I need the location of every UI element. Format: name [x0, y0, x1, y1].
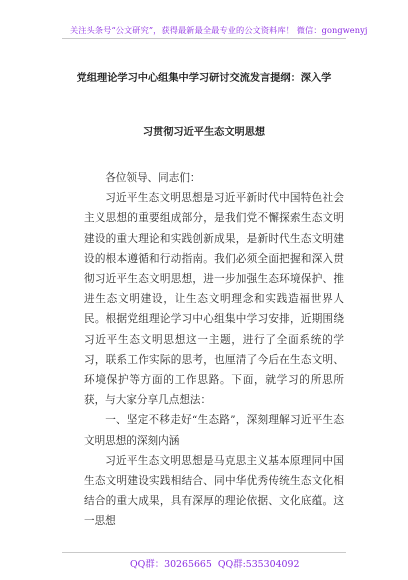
page-header [0, 0, 408, 40]
document-title-line-1: 党组理论学习中心组集中学习研讨交流发言提纲：深入学 [76, 73, 332, 84]
header-divider [62, 38, 346, 39]
footer-qq-group-1: QQ群：30265665 [130, 559, 212, 570]
body-paragraph: 习近平生态文明思想是马克思主义基本原理同中国生态文明建设实践相结合、同中华优秀传统生态文化相结合的重大成果，具有深厚的理论依据、文化底蕴。这一思想 [84, 454, 344, 528]
page-footer [0, 552, 408, 572]
header-promo-text: 关注头条号“公文研究”，获得最新最全最专业的公文资料库！ 微信：gongwenyj [70, 25, 368, 35]
footer-divider [62, 552, 346, 553]
document-body [84, 168, 344, 532]
footer-contact [130, 556, 299, 570]
body-paragraph: 习近平生态文明思想是习近平新时代中国特色社会主义思想的重要组成部分，是我们党不懈探索生态文明建设的重大理论和实践创新成果，是新时代生态文明建设的根本遵循和行动指南。我们必须全面把握和深入贯彻习近平生态文明思想，进一步加强生态环境保护、推进生态文明建设，让生态文明理念和实践造福世界人民。根据党组理论学习中心组集中学习安排，近期围绕习近平生态文明思想这一主题，进行了全面系统的学习，联系工作实际的思考，也厘清了今后在生态文明、环境保护等方面的工作思路。下面，就学习的所思所获，与大家分享几点想法： [84, 192, 344, 407]
salutation: 各位领导、同志们： [105, 172, 201, 184]
section-heading: 一、坚定不移走好“生态路”，深刻理解习近平生态文明思想的深刻内涵 [84, 414, 344, 447]
document-title-line-2: 习贯彻习近平生态文明思想 [142, 127, 266, 138]
footer-qq-group-2: QQ群:535304092 [217, 559, 300, 570]
